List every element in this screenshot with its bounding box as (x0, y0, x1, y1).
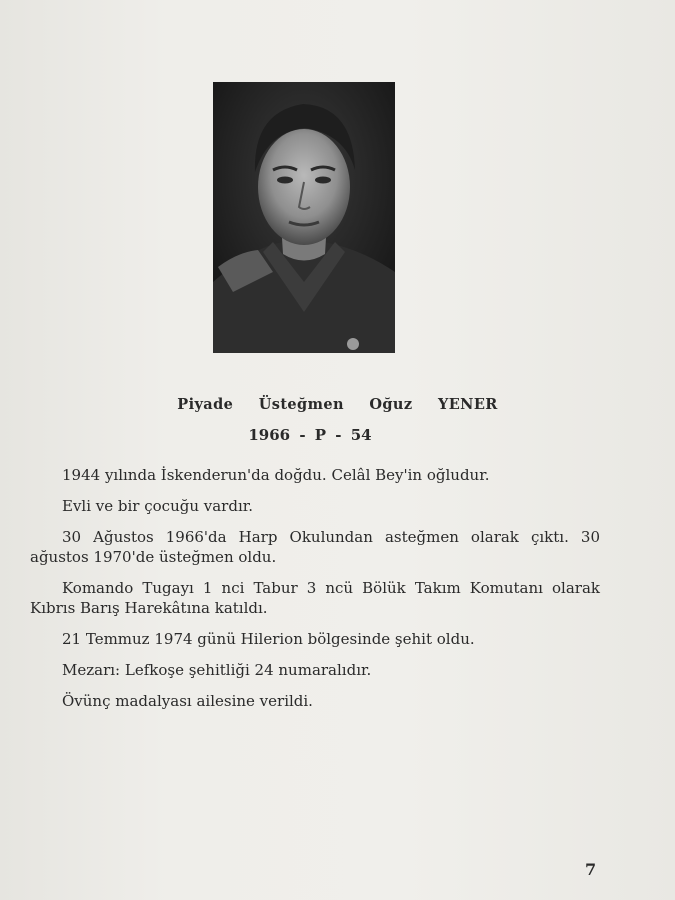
paragraph: 1944 yılında İskenderun'da doğdu. Celâl Bey'in oğludur. (62, 466, 490, 484)
paragraph: 21 Temmuz 1974 günü Hilerion bölgesinde şehit oldu. (62, 630, 475, 648)
paragraph: Mezarı: Lefkoşe şehitliği 24 numaralıdır. (62, 661, 372, 679)
paragraph: 30 Ağustos 1966'da Harp Okulundan asteğmen olarak çıktı. 30 ağustos 1970'de üsteğmen oldu. (30, 528, 600, 566)
class-code: 1966 - P - 54 (248, 426, 372, 444)
paragraph: Evli ve bir çocuğu vardır. (62, 497, 254, 515)
first-name: Oğuz (369, 396, 413, 413)
surname: YENER (437, 396, 498, 413)
paragraph: Komando Tugayı 1 nci Tabur 3 ncü Bölük Takım Komutanı olarak Kıbrıs Barış Harekâtına katıldı. (30, 579, 600, 617)
title: Üsteğmen (258, 396, 344, 413)
portrait-photo (213, 82, 395, 353)
page-number: 7 (585, 860, 597, 879)
name-heading (0, 396, 675, 413)
rank: Piyade (177, 396, 234, 413)
paragraph: Övünç madalyası ailesine verildi. (62, 692, 313, 710)
biography-text (30, 465, 600, 722)
